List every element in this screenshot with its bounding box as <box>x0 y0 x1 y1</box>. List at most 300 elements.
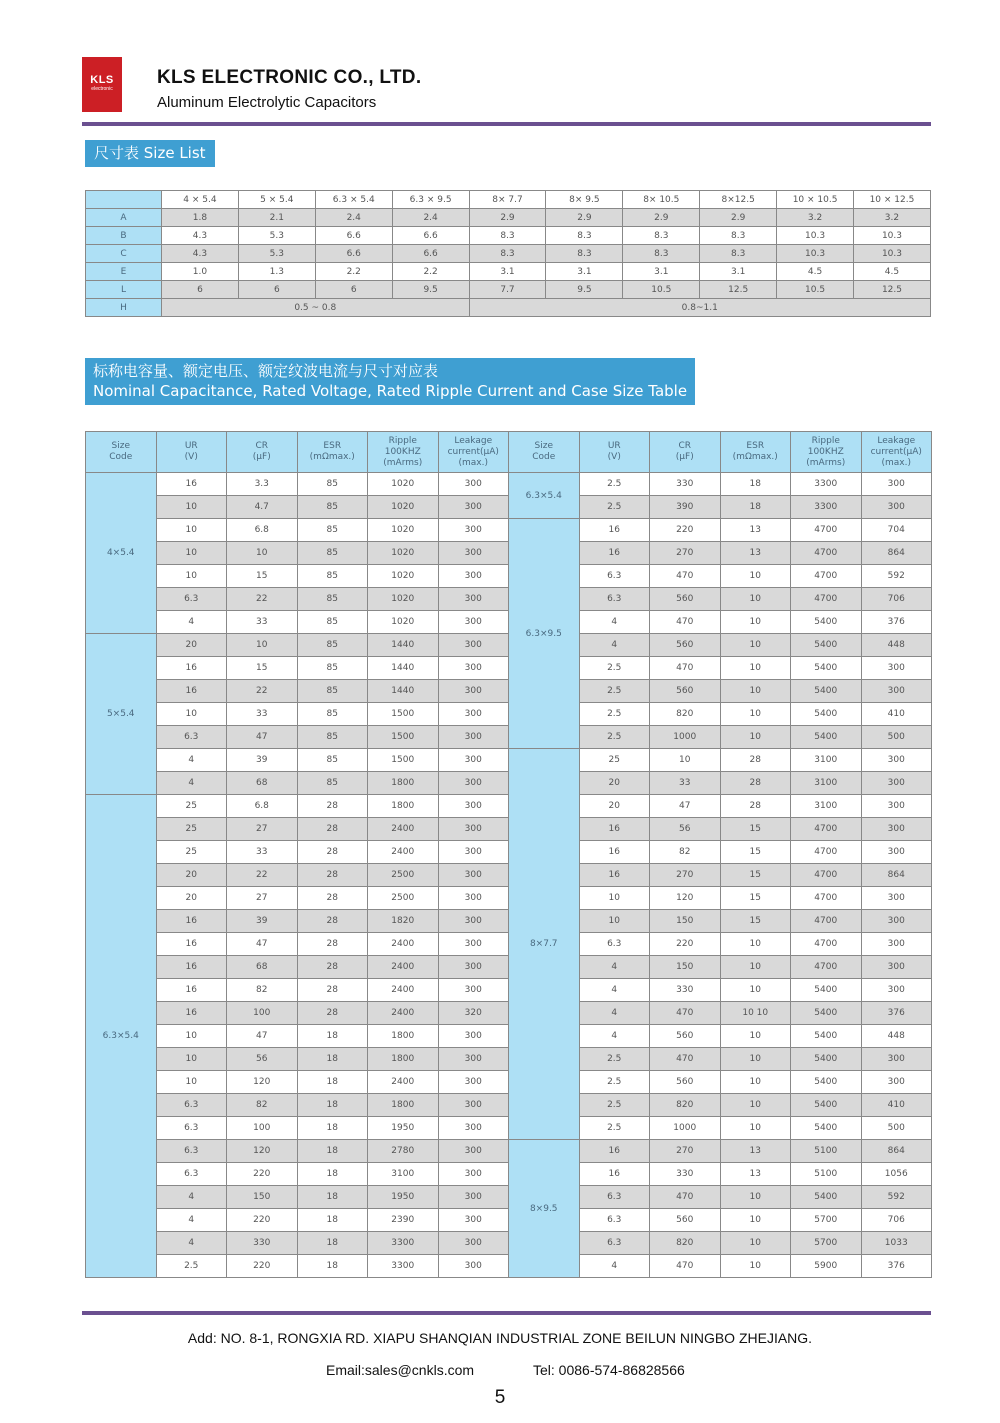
rating-cell: 18 <box>297 1186 368 1209</box>
size-cell: 2.1 <box>238 209 315 227</box>
rating-cell: 4 <box>156 749 227 772</box>
rating-cell: 820 <box>650 703 721 726</box>
rating-cell: 220 <box>227 1255 298 1278</box>
rating-cell: 10 <box>720 1232 791 1255</box>
rating-cell: 16 <box>156 680 227 703</box>
rating-cell: 10 <box>720 634 791 657</box>
rating-cell: 330 <box>650 979 721 1002</box>
rating-cell: 2400 <box>368 956 439 979</box>
rating-cell: 300 <box>438 749 509 772</box>
rating-cell: 10 <box>720 657 791 680</box>
rating-cell: 28 <box>297 818 368 841</box>
size-column-header: 10 × 12.5 <box>854 191 931 209</box>
rating-cell: 4 <box>156 1232 227 1255</box>
rating-cell: 16 <box>579 542 650 565</box>
rating-cell: 300 <box>438 795 509 818</box>
rating-cell: 120 <box>650 887 721 910</box>
rating-cell: 1020 <box>368 496 439 519</box>
header-line: UR <box>607 441 621 451</box>
size-list-title: 尺寸表 Size List <box>85 140 215 167</box>
rating-cell: 39 <box>227 749 298 772</box>
rating-cell: 2.5 <box>579 657 650 680</box>
rating-cell: 15 <box>720 887 791 910</box>
rating-cell: 1800 <box>368 795 439 818</box>
rating-cell: 5400 <box>791 1048 862 1071</box>
header-line: Leakage <box>877 435 916 446</box>
rating-cell: 150 <box>227 1186 298 1209</box>
header-line: (mΩmax.) <box>309 452 355 462</box>
rating-cell: 10 <box>156 496 227 519</box>
header-line: (V) <box>607 452 621 462</box>
size-cell: 12.5 <box>700 281 777 299</box>
rating-cell: 706 <box>861 1209 932 1232</box>
size-code-cell: 8×9.5 <box>509 1140 580 1278</box>
rating-cell: 220 <box>227 1209 298 1232</box>
header-divider <box>82 122 931 126</box>
rating-cell: 2.5 <box>579 1094 650 1117</box>
rating-cell: 10 <box>720 1025 791 1048</box>
rating-cell: 1020 <box>368 611 439 634</box>
size-cell: 5.3 <box>238 227 315 245</box>
header-line: Ripple <box>811 435 840 446</box>
rating-cell: 15 <box>227 565 298 588</box>
rating-cell: 47 <box>227 1025 298 1048</box>
rating-cell: 18 <box>297 1025 368 1048</box>
rating-cell: 5700 <box>791 1209 862 1232</box>
size-cell: 2.9 <box>623 209 700 227</box>
footer-tel: Tel: 0086-574-86828566 <box>533 1362 685 1378</box>
header-line: 100KHZ <box>807 446 844 457</box>
rating-cell: 10 <box>720 703 791 726</box>
rating-column-header <box>86 432 157 473</box>
header-line: (max.) <box>881 457 911 468</box>
rating-cell: 1500 <box>368 749 439 772</box>
rating-cell: 85 <box>297 657 368 680</box>
size-row-label: E <box>86 263 162 281</box>
rating-cell: 470 <box>650 1002 721 1025</box>
header-line: (μF) <box>252 452 271 462</box>
rating-cell: 6.3 <box>156 726 227 749</box>
rating-cell: 13 <box>720 542 791 565</box>
rating-cell: 470 <box>650 1186 721 1209</box>
rating-cell: 56 <box>227 1048 298 1071</box>
rating-cell: 10 <box>720 565 791 588</box>
rating-cell: 300 <box>438 473 509 496</box>
rating-cell: 28 <box>297 933 368 956</box>
rating-cell: 704 <box>861 519 932 542</box>
rating-cell: 33 <box>650 772 721 795</box>
size-cell: 10.3 <box>854 227 931 245</box>
rating-cell: 10 <box>156 1025 227 1048</box>
rating-cell: 864 <box>861 1140 932 1163</box>
size-code-cell: 6.3×5.4 <box>509 473 580 519</box>
rating-cell: 330 <box>650 473 721 496</box>
rating-cell: 560 <box>650 1025 721 1048</box>
rating-cell: 10 <box>720 933 791 956</box>
size-column-header: 6.3 × 5.4 <box>315 191 392 209</box>
rating-cell: 4700 <box>791 818 862 841</box>
rating-cell: 300 <box>438 1071 509 1094</box>
rating-cell: 5400 <box>791 680 862 703</box>
size-cell: 7.7 <box>469 281 546 299</box>
rating-cell: 120 <box>227 1071 298 1094</box>
size-corner-cell <box>86 191 162 209</box>
rating-cell: 27 <box>227 887 298 910</box>
rating-cell: 28 <box>297 864 368 887</box>
rating-cell: 1440 <box>368 680 439 703</box>
rating-cell: 5400 <box>791 634 862 657</box>
rating-cell: 25 <box>156 795 227 818</box>
rating-cell: 300 <box>438 1140 509 1163</box>
header-line: Code <box>109 452 133 462</box>
rating-cell: 1800 <box>368 1094 439 1117</box>
rating-cell: 6.3 <box>156 1140 227 1163</box>
rating-cell: 10 <box>720 1117 791 1140</box>
size-cell: 2.2 <box>392 263 469 281</box>
rating-cell: 300 <box>861 933 932 956</box>
rating-cell: 864 <box>861 542 932 565</box>
rating-cell: 15 <box>720 818 791 841</box>
size-cell: 2.9 <box>700 209 777 227</box>
rating-cell: 300 <box>438 588 509 611</box>
rating-cell: 39 <box>227 910 298 933</box>
rating-cell: 2.5 <box>579 496 650 519</box>
rating-cell: 85 <box>297 588 368 611</box>
rating-cell: 120 <box>227 1140 298 1163</box>
rating-cell: 18 <box>297 1071 368 1094</box>
rating-cell: 28 <box>297 887 368 910</box>
rating-row <box>86 519 932 542</box>
rating-row <box>86 473 932 496</box>
rating-cell: 470 <box>650 611 721 634</box>
rating-cell: 6.3 <box>579 933 650 956</box>
rating-cell: 2400 <box>368 933 439 956</box>
rating-cell: 20 <box>156 634 227 657</box>
rating-cell: 10 <box>579 887 650 910</box>
rating-column-header <box>650 432 721 473</box>
rating-cell: 1020 <box>368 519 439 542</box>
rating-cell: 15 <box>720 841 791 864</box>
size-cell: 6.6 <box>392 227 469 245</box>
rating-cell: 6.3 <box>156 1163 227 1186</box>
rating-cell: 300 <box>438 703 509 726</box>
size-column-header: 8×12.5 <box>700 191 777 209</box>
size-row-label: A <box>86 209 162 227</box>
rating-cell: 4700 <box>791 910 862 933</box>
rating-cell: 410 <box>861 1094 932 1117</box>
rating-cell: 18 <box>297 1163 368 1186</box>
rating-cell: 560 <box>650 1071 721 1094</box>
rating-cell: 300 <box>438 979 509 1002</box>
size-row-h <box>86 299 931 317</box>
rating-cell: 10 <box>720 979 791 1002</box>
rating-cell: 470 <box>650 1048 721 1071</box>
rating-cell: 300 <box>861 772 932 795</box>
size-cell: 6.6 <box>315 227 392 245</box>
rating-cell: 16 <box>156 979 227 1002</box>
size-row-label: B <box>86 227 162 245</box>
rating-cell: 10 <box>720 1255 791 1278</box>
rating-cell: 10 <box>720 956 791 979</box>
rating-cell: 4700 <box>791 565 862 588</box>
rating-cell: 85 <box>297 519 368 542</box>
rating-cell: 300 <box>438 1209 509 1232</box>
rating-column-header <box>368 432 439 473</box>
rating-cell: 6.8 <box>227 795 298 818</box>
rating-cell: 85 <box>297 542 368 565</box>
company-logo <box>82 57 122 112</box>
rating-cell: 376 <box>861 1002 932 1025</box>
rating-cell: 15 <box>720 910 791 933</box>
rating-cell: 22 <box>227 864 298 887</box>
rating-cell: 1950 <box>368 1117 439 1140</box>
rating-cell: 500 <box>861 726 932 749</box>
size-code-cell: 6.3×9.5 <box>509 519 580 749</box>
footer-email: Email:sales@cnkls.com <box>326 1362 475 1378</box>
rating-cell: 16 <box>579 864 650 887</box>
rating-cell: 470 <box>650 657 721 680</box>
header-line: 100KHZ <box>384 446 421 457</box>
company-name: KLS ELECTRONIC CO., LTD. <box>157 67 422 88</box>
rating-cell: 4700 <box>791 864 862 887</box>
rating-table-title <box>85 358 695 405</box>
footer-divider <box>82 1311 931 1315</box>
rating-cell: 150 <box>650 910 721 933</box>
size-code-cell: 8×7.7 <box>509 749 580 1140</box>
rating-cell: 20 <box>156 864 227 887</box>
size-cell: 8.3 <box>623 227 700 245</box>
rating-cell: 2.5 <box>156 1255 227 1278</box>
rating-cell: 4700 <box>791 887 862 910</box>
rating-cell: 85 <box>297 703 368 726</box>
size-cell: 8.3 <box>469 245 546 263</box>
rating-cell: 10 <box>227 634 298 657</box>
rating-cell: 6.8 <box>227 519 298 542</box>
rating-cell: 1020 <box>368 542 439 565</box>
rating-cell: 16 <box>156 956 227 979</box>
rating-cell: 10 <box>650 749 721 772</box>
rating-cell: 28 <box>720 772 791 795</box>
rating-cell: 22 <box>227 680 298 703</box>
rating-cell: 4700 <box>791 956 862 979</box>
rating-cell: 15 <box>227 657 298 680</box>
rating-cell: 220 <box>227 1163 298 1186</box>
rating-cell: 376 <box>861 1255 932 1278</box>
header-line: CR <box>678 441 692 451</box>
rating-cell: 20 <box>579 795 650 818</box>
rating-cell: 18 <box>720 473 791 496</box>
rating-cell: 16 <box>156 473 227 496</box>
rating-cell: 300 <box>438 1255 509 1278</box>
rating-cell: 18 <box>297 1140 368 1163</box>
rating-cell: 300 <box>438 1025 509 1048</box>
rating-cell: 410 <box>861 703 932 726</box>
size-cell: 8.3 <box>546 227 623 245</box>
rating-row <box>86 749 932 772</box>
rating-cell: 1800 <box>368 772 439 795</box>
rating-cell: 300 <box>438 1163 509 1186</box>
size-cell: 3.1 <box>623 263 700 281</box>
rating-cell: 4.7 <box>227 496 298 519</box>
size-cell: 6 <box>315 281 392 299</box>
rating-cell: 5400 <box>791 726 862 749</box>
rating-cell: 5400 <box>791 979 862 1002</box>
rating-cell: 27 <box>227 818 298 841</box>
rating-cell: 4700 <box>791 841 862 864</box>
rating-cell: 320 <box>438 1002 509 1025</box>
rating-cell: 28 <box>297 795 368 818</box>
rating-cell: 300 <box>438 887 509 910</box>
rating-cell: 300 <box>438 1117 509 1140</box>
rating-cell: 1056 <box>861 1163 932 1186</box>
rating-cell: 4700 <box>791 588 862 611</box>
rating-cell: 16 <box>156 933 227 956</box>
rating-cell: 2.5 <box>579 1117 650 1140</box>
rating-cell: 470 <box>650 565 721 588</box>
rating-cell: 5700 <box>791 1232 862 1255</box>
rating-cell: 22 <box>227 588 298 611</box>
size-cell: 8.3 <box>700 245 777 263</box>
logo-subtext: electronic <box>91 86 113 92</box>
rating-cell: 10 <box>156 1071 227 1094</box>
rating-cell: 6.3 <box>579 565 650 588</box>
rating-cell: 10 <box>720 1094 791 1117</box>
size-cell: 4.3 <box>162 227 239 245</box>
rating-cell: 5400 <box>791 611 862 634</box>
rating-cell: 300 <box>861 910 932 933</box>
rating-cell: 10 10 <box>720 1002 791 1025</box>
rating-cell: 300 <box>438 818 509 841</box>
rating-cell: 5400 <box>791 1117 862 1140</box>
rating-cell: 18 <box>297 1094 368 1117</box>
rating-cell: 300 <box>438 1048 509 1071</box>
size-cell: 6.6 <box>392 245 469 263</box>
size-cell: 1.8 <box>162 209 239 227</box>
rating-cell: 1000 <box>650 1117 721 1140</box>
header-line: (mArms) <box>383 457 423 468</box>
size-cell: 10.3 <box>854 245 931 263</box>
size-cell: 12.5 <box>854 281 931 299</box>
rating-cell: 270 <box>650 864 721 887</box>
rating-cell: 2.5 <box>579 1071 650 1094</box>
rating-cell: 28 <box>297 841 368 864</box>
size-cell: 3.1 <box>469 263 546 281</box>
rating-cell: 5400 <box>791 1094 862 1117</box>
rating-cell: 2500 <box>368 887 439 910</box>
rating-cell: 2500 <box>368 864 439 887</box>
header-line: Leakage <box>454 435 493 446</box>
rating-cell: 1020 <box>368 588 439 611</box>
rating-cell: 300 <box>438 657 509 680</box>
rating-cell: 68 <box>227 772 298 795</box>
size-row <box>86 209 931 227</box>
rating-cell: 300 <box>861 680 932 703</box>
rating-cell: 5400 <box>791 657 862 680</box>
rating-cell: 6.3 <box>156 1117 227 1140</box>
rating-cell: 4 <box>579 1255 650 1278</box>
rating-cell: 1500 <box>368 726 439 749</box>
header-line: (mArms) <box>806 457 846 468</box>
rating-cell: 25 <box>156 818 227 841</box>
rating-cell: 300 <box>438 1094 509 1117</box>
rating-cell: 4 <box>156 1186 227 1209</box>
rating-cell: 85 <box>297 749 368 772</box>
size-cell: 3.1 <box>700 263 777 281</box>
rating-cell: 706 <box>861 588 932 611</box>
rating-cell: 220 <box>650 933 721 956</box>
rating-cell: 85 <box>297 726 368 749</box>
rating-cell: 448 <box>861 1025 932 1048</box>
rating-cell: 85 <box>297 565 368 588</box>
rating-cell: 15 <box>720 864 791 887</box>
rating-cell: 16 <box>579 1163 650 1186</box>
size-row-label: L <box>86 281 162 299</box>
rating-cell: 560 <box>650 588 721 611</box>
rating-cell: 300 <box>438 496 509 519</box>
size-cell: 2.4 <box>392 209 469 227</box>
rating-cell: 300 <box>861 818 932 841</box>
rating-cell: 85 <box>297 473 368 496</box>
rating-cell: 10 <box>720 680 791 703</box>
rating-cell: 4 <box>579 634 650 657</box>
rating-column-header <box>297 432 368 473</box>
rating-header-row <box>86 432 932 473</box>
rating-cell: 2400 <box>368 979 439 1002</box>
rating-cell: 448 <box>861 634 932 657</box>
size-column-header: 8× 10.5 <box>623 191 700 209</box>
rating-cell: 4 <box>156 1209 227 1232</box>
rating-cell: 1950 <box>368 1186 439 1209</box>
rating-cell: 330 <box>650 1163 721 1186</box>
rating-cell: 300 <box>438 611 509 634</box>
rating-cell: 3100 <box>791 795 862 818</box>
rating-cell: 1800 <box>368 1048 439 1071</box>
rating-cell: 390 <box>650 496 721 519</box>
rating-column-header <box>720 432 791 473</box>
rating-cell: 2780 <box>368 1140 439 1163</box>
rating-cell: 3100 <box>791 749 862 772</box>
rating-cell: 10 <box>156 519 227 542</box>
document-subtitle: Aluminum Electrolytic Capacitors <box>157 94 377 111</box>
size-list-table <box>85 190 931 317</box>
rating-cell: 10 <box>720 611 791 634</box>
h-range-large: 0.8~1.1 <box>469 299 930 317</box>
rating-cell: 18 <box>297 1048 368 1071</box>
size-cell: 3.1 <box>546 263 623 281</box>
rating-cell: 1033 <box>861 1232 932 1255</box>
size-cell: 1.3 <box>238 263 315 281</box>
rating-cell: 10 <box>156 542 227 565</box>
rating-cell: 300 <box>438 841 509 864</box>
size-cell: 9.5 <box>392 281 469 299</box>
size-cell: 2.9 <box>546 209 623 227</box>
rating-cell: 330 <box>227 1232 298 1255</box>
size-cell: 10.3 <box>777 227 854 245</box>
logo-text: KLS <box>90 74 114 86</box>
rating-cell: 16 <box>579 841 650 864</box>
rating-cell: 2.5 <box>579 680 650 703</box>
header-line: ESR <box>746 441 765 451</box>
size-column-header: 8× 7.7 <box>469 191 546 209</box>
rating-cell: 28 <box>297 1002 368 1025</box>
rating-cell: 25 <box>156 841 227 864</box>
rating-cell: 5100 <box>791 1163 862 1186</box>
rating-cell: 6.3 <box>579 588 650 611</box>
size-row <box>86 227 931 245</box>
rating-cell: 300 <box>438 680 509 703</box>
header-line: (mΩmax.) <box>732 452 778 462</box>
rating-cell: 560 <box>650 680 721 703</box>
